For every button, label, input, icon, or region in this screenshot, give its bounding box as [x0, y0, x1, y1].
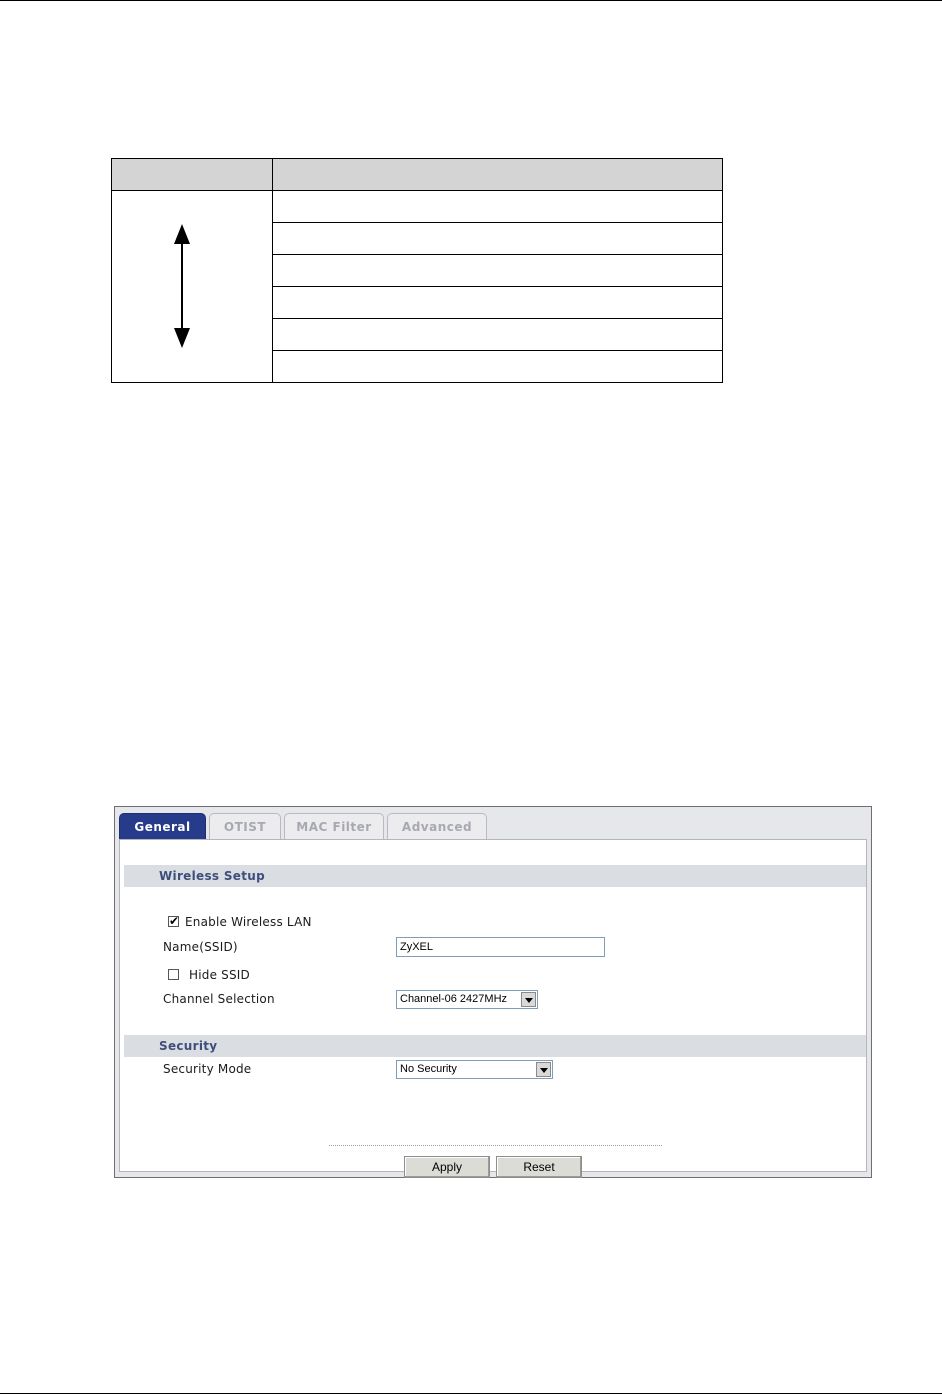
double-arrow-icon	[168, 224, 196, 348]
ssid-input[interactable]	[396, 937, 605, 957]
table-header-cell	[273, 159, 723, 191]
table-header-cell	[112, 159, 273, 191]
enable-wireless-checkbox[interactable]	[168, 916, 179, 927]
page-top-rule	[0, 0, 942, 1]
security-mode-select[interactable]	[396, 1060, 553, 1079]
channel-select-value: Channel-06 2427MHz	[400, 993, 508, 1005]
channel-select[interactable]	[396, 990, 538, 1009]
wireless-config-screenshot	[114, 806, 872, 1178]
security-mode-label: Security Mode	[163, 1062, 252, 1076]
table-cell	[273, 319, 723, 351]
checkmark-icon: ✔	[169, 914, 180, 928]
table-cell	[273, 287, 723, 319]
chevron-down-icon[interactable]	[536, 1062, 551, 1077]
tab-content	[119, 839, 867, 1172]
hide-ssid-checkbox[interactable]	[168, 969, 179, 980]
page-bottom-rule	[0, 1393, 942, 1394]
apply-button[interactable]: Apply	[404, 1156, 490, 1178]
chevron-down-icon[interactable]	[521, 992, 536, 1007]
divider	[329, 1145, 662, 1146]
tab-mac-filter[interactable]: MAC Filter	[284, 813, 384, 839]
security-mode-value: No Security	[400, 1063, 457, 1075]
table-header-row	[112, 159, 723, 191]
wireless-setup-header: Wireless Setup	[124, 865, 866, 887]
ssid-label: Name(SSID)	[163, 940, 238, 954]
table-cell	[273, 223, 723, 255]
table-cell	[273, 191, 723, 223]
tab-otist[interactable]: OTIST	[209, 813, 281, 839]
tab-general[interactable]: General	[119, 813, 206, 839]
level-arrow-cell	[112, 191, 273, 383]
security-header: Security	[124, 1035, 866, 1057]
security-levels-table	[111, 158, 723, 383]
table-cell	[273, 351, 723, 383]
table-cell	[273, 255, 723, 287]
table-row	[112, 191, 723, 223]
reset-button[interactable]: Reset	[496, 1156, 582, 1178]
tab-advanced[interactable]: Advanced	[387, 813, 487, 839]
channel-selection-label: Channel Selection	[163, 992, 275, 1006]
hide-ssid-label: Hide SSID	[189, 968, 250, 982]
enable-wireless-label: Enable Wireless LAN	[185, 915, 312, 929]
